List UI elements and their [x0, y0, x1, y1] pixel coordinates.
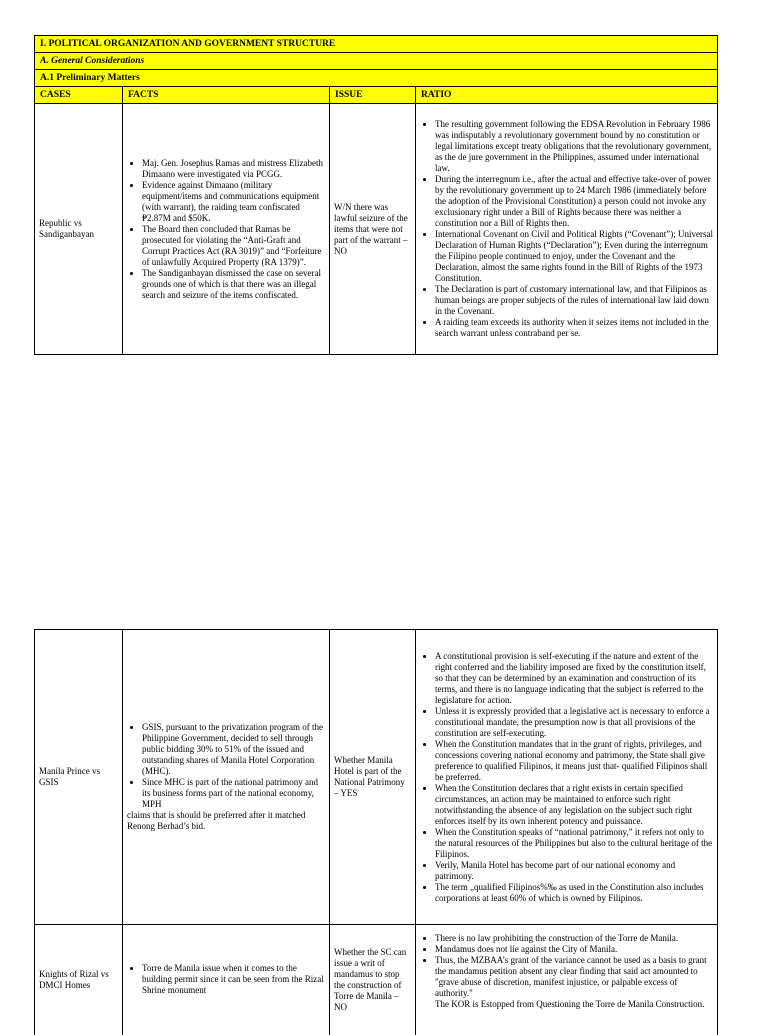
- ratio-cell: [416, 104, 718, 355]
- facts-item: • Maj. Gen. Josephus Ramas and mistress Elizabeth Dimaano were investigated via PCGG.: [142, 158, 325, 180]
- ratio-item: • International Covenant on Civil and Political Rights (“Covenant”); Universal Declaration of Human Rights (“Declaration”); Even during the interregnum the Filipino people continued to enjoy, under the Covenant and the Declaration, almost the same rights found in the Bill of Rights of the 1973 Constitution.: [435, 229, 713, 284]
- ratio-item: • During the interregnum i.e., after the actual and effective take-over of power by the revolutionary government up to 24 March 1986 (immediately before the adoption of the Provisional Constitution) a person could not invoke any exclusionary right under a Bill of Rights because there was neither a constitution nor a Bill of Rights then.: [435, 174, 713, 229]
- issue-cell: Whether the SC can issue a writ of mandamus to stop the construction of Torre de Manila – NO: [330, 925, 416, 1035]
- ratio-item: • There is no law prohibiting the construction of the Torre de Manila.: [435, 933, 713, 944]
- case-name: Knights of Rizal vs DMCI Homes: [35, 925, 123, 1035]
- ratio-item: • Verily, Manila Hotel has become part of our national economy and patrimony.: [435, 860, 713, 882]
- facts-cell: [123, 630, 330, 925]
- ratio-item: • Mandamus does not lie against the City of Manila.: [435, 944, 713, 955]
- ratio-item: • The Declaration is part of customary international law, and that Filipinos as human beings are proper subjects of the rules of international law laid down in the Covenant.: [435, 284, 713, 317]
- ratio-item: • The resulting government following the EDSA Revolution in February 1986 was indisputably a revolutionary government bound by no constitution or legal limitations except treaty obligations that the revolutionary government, as the de jure government in the Philippines, assumed under international law.: [435, 119, 713, 174]
- ratio-item: • When the Constitution declares that a right exists in certain specified circumstances, an action may be maintained to enforce such right notwithstanding the absence of any legislation on the subject such right enforces itself by its own inherent potency and puissance.: [435, 783, 713, 827]
- case-table-page-1: [34, 35, 718, 355]
- column-header-issue: ISSUE: [330, 87, 416, 104]
- ratio-item: • Unless it is expressly provided that a legislative act is necessary to enforce a constitutional mandate, the presumption now is that all provisions of the constitution are self-executing.: [435, 706, 713, 739]
- facts-item: • GSIS, pursuant to the privatization program of the Philippine Government, decided to sell through public bidding 30% to 51% of the issued and outstanding shares of Manila Hotel Corporation (MHC).: [142, 722, 325, 777]
- ratio-item: • A constitutional provision is self-executing if the nature and extent of the right conferred and the liability imposed are fixed by the constitution itself, so that they can be determined by an examination and construction of its terms, and there is no language indicating that the subject is referred to the legislature for action.: [435, 651, 713, 706]
- ratio-item: • When the Constitution mandates that in the grant of rights, privileges, and concessions covering national economy and patrimony, the State shall give preference to qualified Filipinos, it means just that- qualified Filipinos shall be preferred.: [435, 739, 713, 783]
- case-name: Republic vs Sandiganbayan: [35, 104, 123, 355]
- column-header-ratio: RATIO: [416, 87, 718, 104]
- facts-item: • Torre de Manila issue when it comes to the building permit since it can be seen from the Rizal Shrine monument: [142, 963, 325, 996]
- case-table-page-2: [34, 629, 718, 1035]
- issue-cell: Whether Manila Hotel is part of the National Patrimony – YES: [330, 630, 416, 925]
- ratio-cell: [416, 630, 718, 925]
- ratio-item: • The term „qualified Filipinos%‰ as used in the Constitution also includes corporations at least 60% of which is owned by Filipinos.: [435, 882, 713, 904]
- column-header-cases: CASES: [35, 87, 123, 104]
- facts-item: • The Board then concluded that Ramas be prosecuted for violating the “Anti-Graft and Corrupt Practices Act (RA 3019)” and “Forfeiture of unlawfully Acquired Property (RA 1379)”.: [142, 224, 325, 268]
- column-header-facts: FACTS: [123, 87, 330, 104]
- issue-cell: W/N there was lawful seizure of the items that were not part of the warrant – NO: [330, 104, 416, 355]
- facts-continuation: claims that is should be preferred after it matched Renong Berhad’s bid.: [127, 810, 306, 831]
- facts-item: • Since MHC is part of the national patrimony and its business forms part of the national economy, MPH: [142, 777, 325, 810]
- ratio-item: • A raiding team exceeds its authority when it seizes items not included in the search warrant unless contraband per se.: [435, 317, 713, 339]
- case-name: Manila Prince vs GSIS: [35, 630, 123, 925]
- table-row: [35, 925, 718, 1035]
- section-subtitle-general: A. General Considerations: [35, 53, 718, 70]
- facts-item: • Evidence against Dimaano (military equipment/items and communications equipment (with warrant), the raiding team confiscated ₱2.87M and $50K.: [142, 180, 325, 224]
- facts-cell: [123, 104, 330, 355]
- section-subtitle-preliminary: A.1 Preliminary Matters: [35, 70, 718, 87]
- ratio-item: • Thus, the MZBAA’s grant of the variance cannot be used as a basis to grant the mandamus petition absent any clear finding that said act amounted to "grave abuse of discretion, manifest injustice, or palpable excess of authority.": [435, 955, 713, 999]
- table-row: [35, 104, 718, 355]
- ratio-continuation: The KOR is Estopped from Questioning the Torre de Manila Construction.: [435, 999, 705, 1009]
- facts-item: • The Sandiganbayan dismissed the case on several grounds one of which is that there was an illegal search and seizure of the items confiscated.: [142, 268, 325, 301]
- ratio-item: • When the Constitution speaks of “national patrimony,” it refers not only to the natural resources of the Philippines but also to the cultural heritage of the Filipinos.: [435, 827, 713, 860]
- facts-cell: [123, 925, 330, 1035]
- table-row: [35, 630, 718, 925]
- section-title: I. POLITICAL ORGANIZATION AND GOVERNMENT STRUCTURE: [35, 36, 718, 53]
- ratio-cell: [416, 925, 718, 1035]
